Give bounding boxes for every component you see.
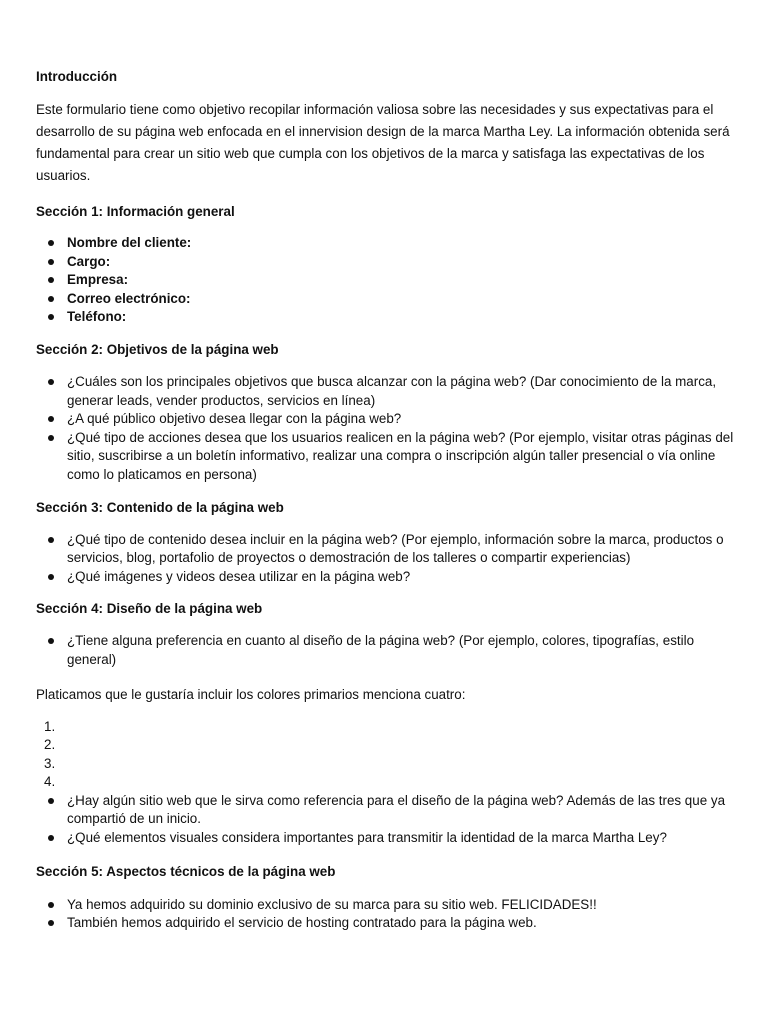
section-3-list	[36, 531, 736, 587]
list-item: ¿Qué tipo de acciones desea que los usuarios realicen en la página web? (Por ejemplo, visitar otras páginas del sitio, suscribirse a un boletín informativo, realizar una compra o inscripción algún taller presencial o vía online como lo platicamos en persona)	[36, 429, 736, 485]
list-item-email: Correo electrónico:	[36, 290, 736, 309]
number-marker: 1.	[44, 718, 56, 734]
numbered-item-2	[36, 736, 736, 755]
section-4-list	[36, 632, 736, 669]
number-marker: 4.	[44, 774, 56, 790]
colors-numbered-list	[36, 718, 736, 792]
list-item: ¿Tiene alguna preferencia en cuanto al diseño de la página web? (Por ejemplo, colores, tipografías, estilo general)	[36, 632, 736, 669]
list-item: ¿Cuáles son los principales objetivos que busca alcanzar con la página web? (Dar conocimiento de la marca, generar leads, vender productos, servicios en línea)	[36, 373, 736, 410]
section-4-heading: Sección 4: Diseño de la página web	[36, 601, 263, 617]
intro-heading: Introducción	[36, 69, 118, 84]
number-marker: 3.	[44, 755, 56, 771]
list-item: ¿Qué tipo de contenido desea incluir en la página web? (Por ejemplo, información sobre la marca, productos o servicios, blog, portafolio de proyectos o demostración de los talleres o compartir experiencias)	[36, 531, 736, 568]
number-marker: 2.	[44, 737, 56, 753]
list-item: ¿A qué público objetivo desea llegar con la página web?	[36, 410, 736, 429]
list-item: ¿Qué imágenes y videos desea utilizar en la página web?	[36, 568, 736, 587]
list-item: También hemos adquirido el servicio de hosting contratado para la página web.	[36, 914, 736, 933]
list-item: ¿Qué elementos visuales considera importantes para transmitir la identidad de la marca Martha Ley?	[36, 829, 736, 848]
section-3-heading: Sección 3: Contenido de la página web	[36, 499, 284, 515]
section-5-heading: Sección 5: Aspectos técnicos de la página web	[36, 863, 336, 879]
list-item: ¿Hay algún sitio web que le sirva como referencia para el diseño de la página web? Además de las tres que ya compartió de un inicio.	[36, 792, 736, 829]
colors-note: Platicamos que le gustaría incluir los colores primarios menciona cuatro:	[36, 686, 466, 702]
section-1-heading: Sección 1: Información general	[36, 204, 235, 219]
section-4-list-continued	[36, 792, 736, 848]
list-item: Ya hemos adquirido su dominio exclusivo de su marca para su sitio web. FELICIDADES!!	[36, 896, 736, 915]
list-item-company: Empresa:	[36, 271, 736, 290]
numbered-item-3	[36, 755, 736, 774]
numbered-item-1	[36, 718, 736, 737]
list-item-client-name: Nombre del cliente:	[36, 234, 736, 253]
intro-paragraph: Este formulario tiene como objetivo recopilar información valiosa sobre las necesidades y sus expectativas para el desarrollo de su página web enfocada en el innervision design de la marca Martha Ley. La información obtenida será fundamental para crear un sitio web que cumpla con los objetivos de la marca y satisfaga las expectativas de los usuarios.	[36, 102, 730, 183]
section-2-heading: Sección 2: Objetivos de la página web	[36, 341, 279, 357]
numbered-item-4	[36, 773, 736, 792]
section-1-list	[36, 234, 736, 327]
section-2-list	[36, 373, 736, 485]
list-item-position: Cargo:	[36, 253, 736, 272]
section-5-list	[36, 896, 736, 933]
document-page	[36, 68, 736, 933]
list-item-phone: Teléfono:	[36, 308, 736, 327]
